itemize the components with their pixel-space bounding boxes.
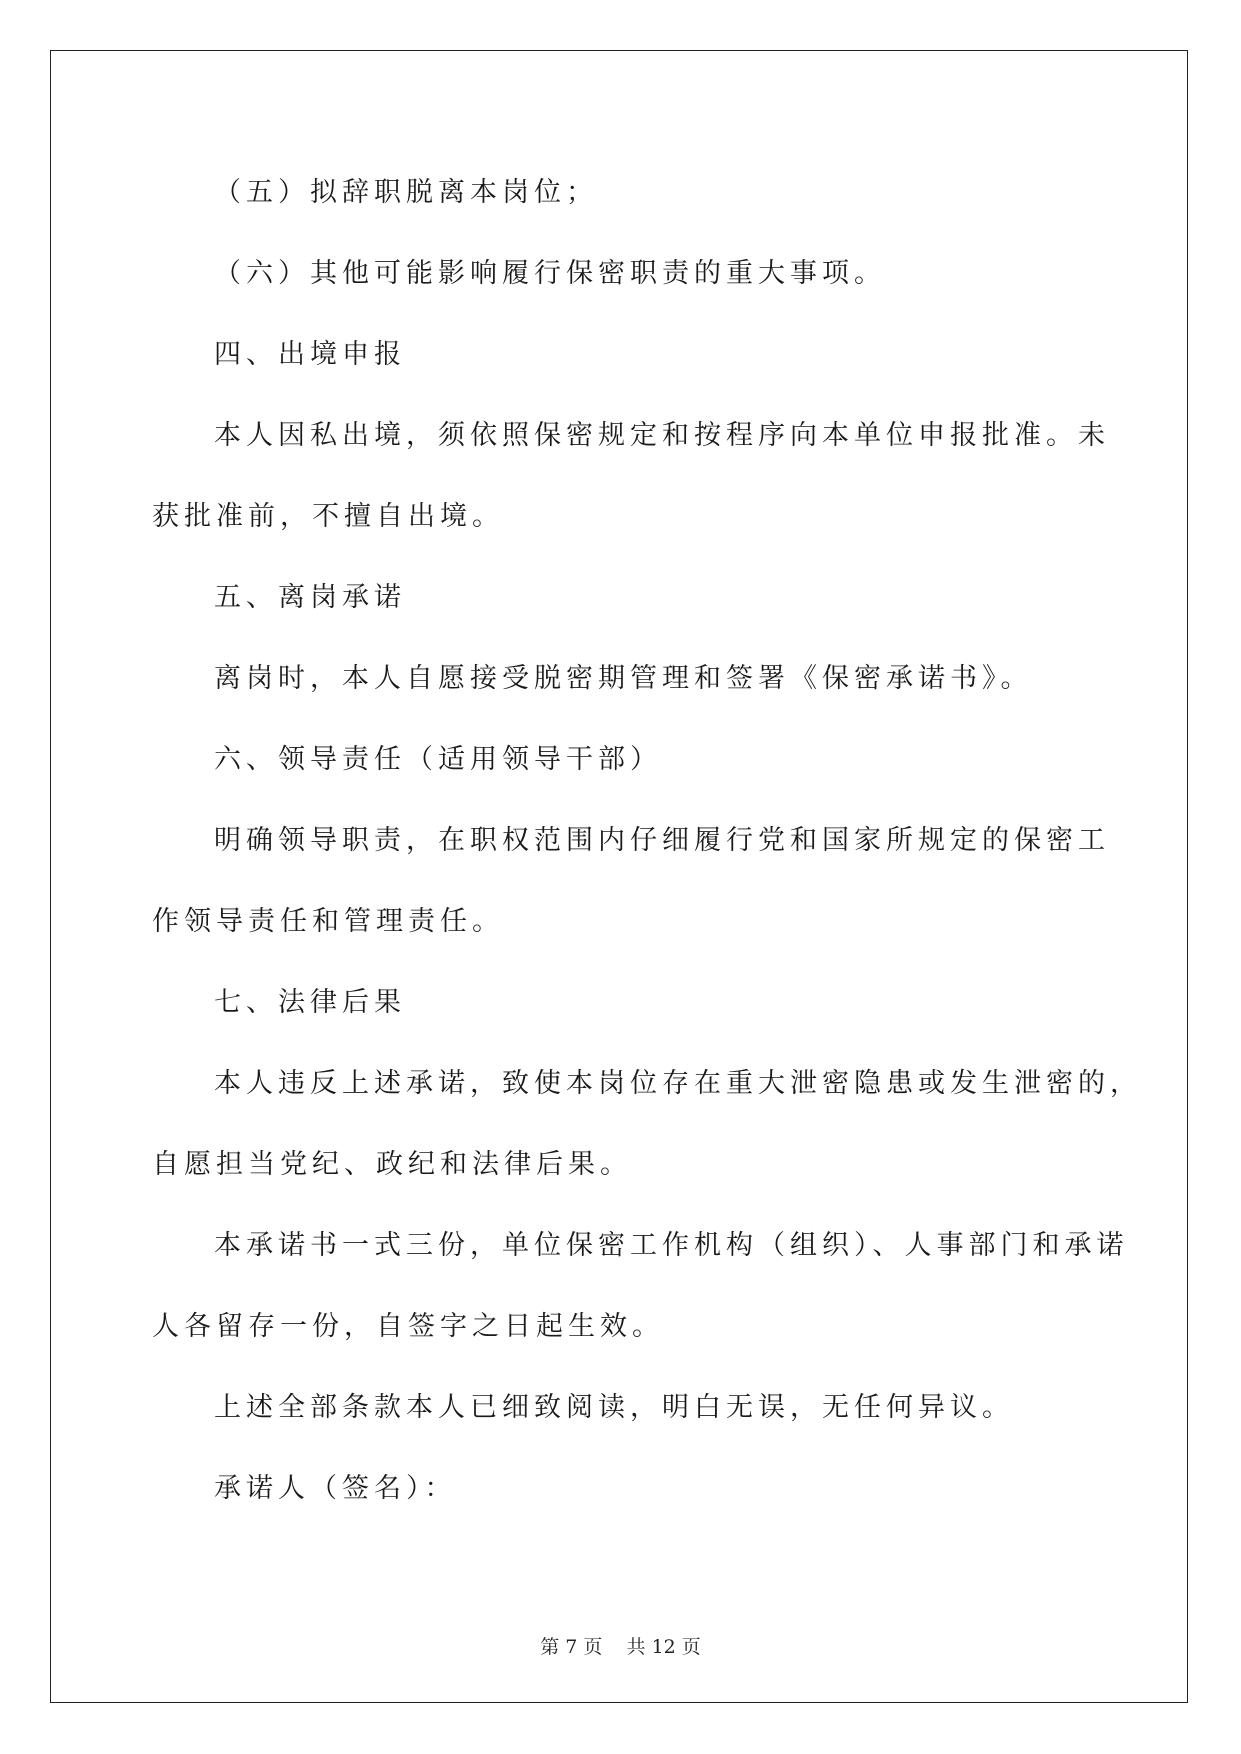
paragraph-leadership-line-1: 明确领导职责，在职权范围内仔细履行党和国家所规定的保密工 [214, 825, 1110, 856]
section-heading-6: 六、领导责任（适用领导干部） [214, 744, 662, 775]
page-number-footer: 第 7 页 共 12 页 [540, 1636, 701, 1658]
signature-label: 承诺人（签名）： [214, 1473, 457, 1504]
section-heading-4: 四、出境申报 [214, 339, 406, 370]
paragraph-acknowledgement: 上述全部条款本人已细致阅读，明白无误，无任何异议。 [214, 1392, 1014, 1423]
paragraph-leave-commitment: 离岗时，本人自愿接受脱密期管理和签署《保密承诺书》。 [214, 663, 1033, 694]
paragraph-legal-line-2: 自愿担当党纪、政纪和法律后果。 [152, 1149, 632, 1180]
section-heading-5: 五、离岗承诺 [214, 582, 406, 613]
paragraph-copies-line-2: 人各留存一份，自签字之日起生效。 [152, 1311, 664, 1342]
paragraph-exit-report-line-2: 获批准前，不擅自出境。 [152, 501, 504, 532]
paragraph-copies-line-1: 本承诺书一式三份，单位保密工作机构（组织）、人事部门和承诺 [214, 1230, 1129, 1261]
section-heading-7: 七、法律后果 [214, 987, 406, 1018]
paragraph-item-6: （六）其他可能影响履行保密职责的重大事项。 [214, 258, 886, 289]
paragraph-exit-report-line-1: 本人因私出境，须依照保密规定和按程序向本单位申报批准。未 [214, 420, 1110, 451]
paragraph-legal-line-1: 本人违反上述承诺，致使本岗位存在重大泄密隐患或发生泄密的， [214, 1068, 1142, 1099]
paragraph-item-5: （五）拟辞职脱离本岗位； [214, 177, 598, 208]
paragraph-leadership-line-2: 作领导责任和管理责任。 [152, 906, 504, 937]
